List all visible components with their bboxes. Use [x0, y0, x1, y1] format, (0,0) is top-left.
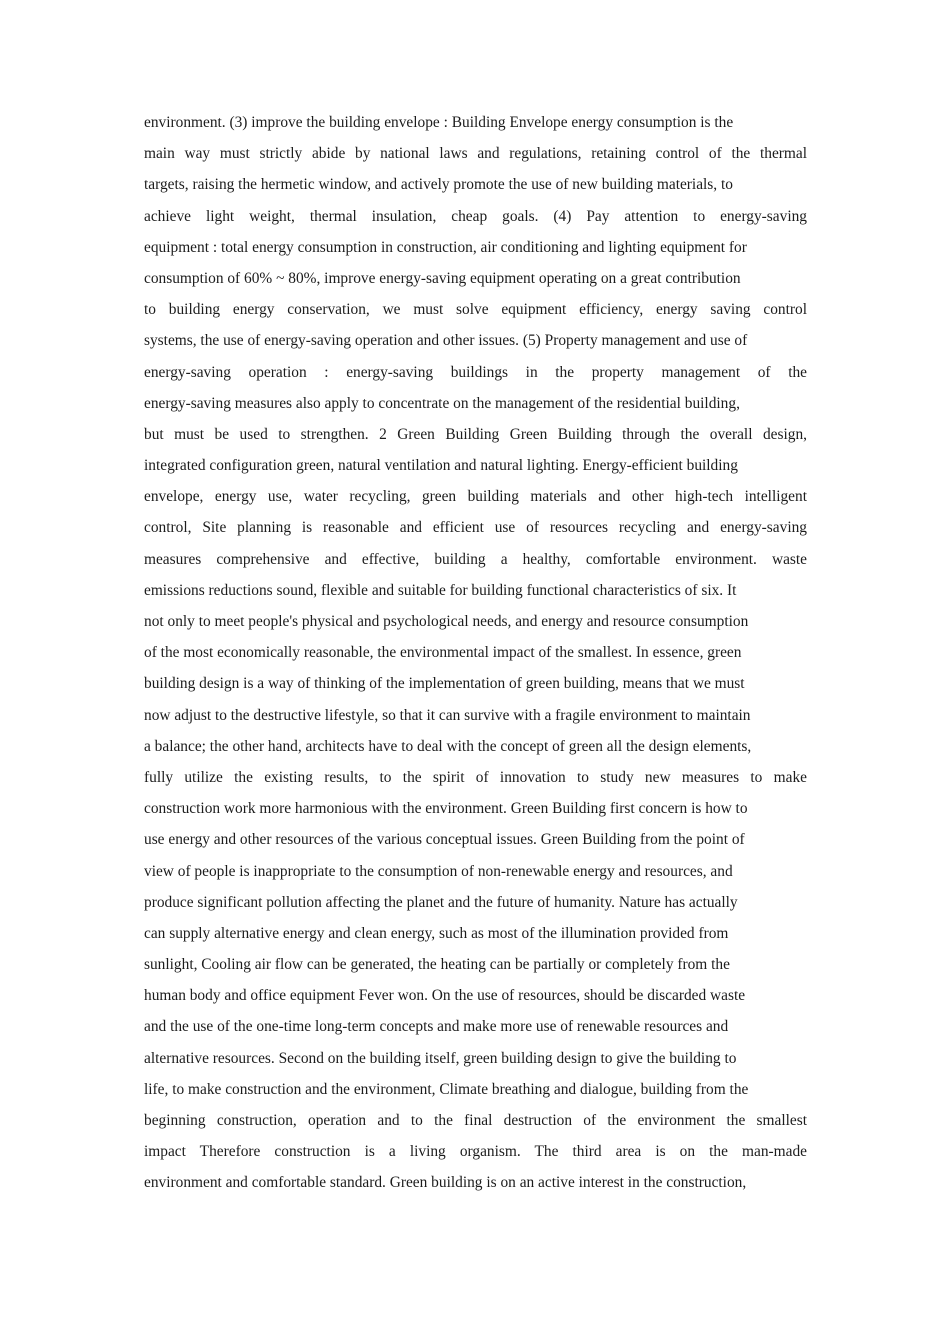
text-line: integrated configuration green, natural ventilation and natural lighting. Energy-efficient building [144, 457, 738, 475]
text-line: equipment : total energy consumption in construction, air conditioning and lighting equipment for [144, 238, 747, 256]
text-line: systems, the use of energy-saving operation and other issues. (5) Property management and use of [144, 332, 748, 350]
text-line: environment. (3) improve the building envelope : Building Envelope energy consumption is the [144, 114, 734, 131]
text-line: impact Therefore construction is a living organism. The third area is on the man-made [144, 1143, 807, 1161]
text-line: and the use of the one-time long-term concepts and make more use of renewable resources and [144, 1018, 729, 1036]
text-line: construction work more harmonious with the environment. Green Building first concern is how to [144, 800, 748, 818]
text-line: emissions reductions sound, flexible and suitable for building functional characteristics of six. It [144, 581, 737, 599]
text-line: environment and comfortable standard. Green building is on an active interest in the construction, [144, 1174, 747, 1192]
text-line: alternative resources. Second on the building itself, green building design to give the building to [144, 1049, 737, 1067]
text-line: life, to make construction and the environment, Climate breathing and dialogue, building from the [144, 1080, 749, 1098]
text-line: energy-saving measures also apply to concentrate on the management of the residential building, [144, 394, 740, 412]
text-line: but must be used to strengthen. 2 Green Building Green Building through the overall design, [144, 425, 807, 443]
text-line: achieve light weight, thermal insulation, cheap goals. (4) Pay attention to energy-saving [144, 207, 807, 225]
text-line: now adjust to the destructive lifestyle, so that it can survive with a fragile environment to maintain [144, 706, 751, 724]
text-line: use energy and other resources of the various conceptual issues. Green Building from the point of [144, 831, 745, 849]
text-line: a balance; the other hand, architects have to deal with the concept of green all the design elements, [144, 737, 752, 755]
text-line: beginning construction, operation and to the final destruction of the environment the smallest [144, 1112, 807, 1129]
text-line: human body and office equipment Fever won. On the use of resources, should be discarded waste [144, 987, 746, 1005]
text-line: measures comprehensive and effective, building a healthy, comfortable environment. waste [144, 550, 807, 568]
text-line: of the most economically reasonable, the environmental impact of the smallest. In essence, green [144, 644, 742, 662]
text-line: consumption of 60% ~ 80%, improve energy-saving equipment operating on a great contribution [144, 269, 741, 287]
text-line: envelope, energy use, water recycling, green building materials and other high-tech intelligent [144, 488, 807, 506]
text-line: fully utilize the existing results, to the spirit of innovation to study new measures to make [144, 768, 807, 786]
text-line: view of people is inappropriate to the consumption of non-renewable energy and resources, and [144, 862, 733, 880]
text-line: building design is a way of thinking of the implementation of green building, means that we must [144, 675, 745, 693]
text-line: targets, raising the hermetic window, and actively promote the use of new building materials, to [144, 176, 733, 194]
text-line: sunlight, Cooling air flow can be generated, the heating can be partially or completely from the [144, 956, 730, 974]
body-text [144, 110, 807, 1202]
text-line: not only to meet people's physical and psychological needs, and energy and resource consumption [144, 613, 749, 630]
text-line: main way must strictly abide by national laws and regulations, retaining control of the thermal [144, 145, 807, 163]
text-line: control, Site planning is reasonable and efficient use of resources recycling and energy-saving [144, 519, 807, 537]
text-line: produce significant pollution affecting the planet and the future of humanity. Nature has actually [144, 893, 738, 911]
text-line: energy-saving operation : energy-saving buildings in the property management of the [144, 363, 807, 381]
text-line: to building energy conservation, we must solve equipment efficiency, energy saving control [144, 301, 807, 319]
text-line: can supply alternative energy and clean energy, such as most of the illumination provided from [144, 924, 729, 942]
